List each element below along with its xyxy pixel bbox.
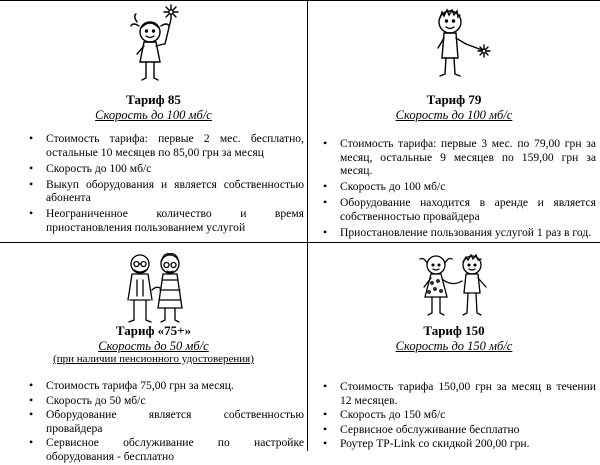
list-item: • Выкуп оборудования и является собственностью абонента <box>26 178 304 205</box>
list-item: • Приостановление пользования услугой 1 раз в год. <box>320 226 596 240</box>
list-item: • Сервисное обслуживание по настройке оборудования - бесплатно <box>26 436 304 463</box>
list-item: • Неограниченное количество и время приостановления пользованием услугой <box>26 207 304 234</box>
boy-with-flower-icon <box>430 6 492 82</box>
list-item: • Оборудование является собственностью провайдера <box>26 408 304 435</box>
tariff-speed: Скорость до 100 мб/с <box>95 108 212 122</box>
tariff-speed: Скорость до 150 мб/с <box>395 339 513 353</box>
tariff-features <box>26 379 304 465</box>
list-item: • Скорость до 50 мб/с <box>26 394 304 408</box>
list-item: • Стоимость тарифа: первые 2 мес. бесплатно, остальные 10 месяцев по 85,00 грн за месяц <box>26 132 304 159</box>
elderly-couple-icon <box>120 250 192 324</box>
tariff-features <box>320 137 596 242</box>
tariff-card-85 <box>0 0 308 243</box>
girl-with-flower-icon <box>127 4 183 86</box>
tariff-title: Тариф 150 <box>423 323 485 338</box>
tariff-card-79 <box>308 0 600 243</box>
tariff-title: Тариф 79 <box>426 92 482 107</box>
list-item: • Стоимость тарифа 150,00 грн за месяц в течении 12 месяцев. <box>320 380 596 407</box>
list-item: • Скорость до 100 мб/с <box>320 180 596 194</box>
list-item: • Сервисное обслуживание бесплатно <box>320 423 596 437</box>
tariff-speed: Скорость до 100 мб/с <box>395 108 513 122</box>
list-item: • Роутер TP-Link со скидкой 200,00 грн. <box>320 437 596 451</box>
tariff-card-150 <box>308 243 600 451</box>
tariff-card-75plus <box>0 243 308 463</box>
tariff-features <box>26 132 304 237</box>
tariff-title: Тариф 85 <box>126 92 181 107</box>
list-item: • Стоимость тарифа 75,00 грн за месяц. <box>26 379 304 393</box>
tariff-speed: Скорость до 50 мб/с <box>98 339 209 353</box>
list-item: • Скорость до 150 мб/с <box>320 408 596 422</box>
tariff-features <box>320 380 596 452</box>
children-holding-hands-icon <box>416 251 494 319</box>
tariff-note: (при наличии пенсионного удостоверения) <box>53 353 254 365</box>
list-item: • Оборудование находится в аренде и является собственностью провайдера <box>320 196 596 223</box>
list-item: • Стоимость тарифа: первые 3 мес. по 79,00 грн за месяц, остальные 9 месяцев по 159,00 грн за месяц. <box>320 137 596 178</box>
tariff-title: Тариф «75+» <box>115 323 192 338</box>
list-item: • Скорость до 100 мб/с <box>26 162 304 176</box>
